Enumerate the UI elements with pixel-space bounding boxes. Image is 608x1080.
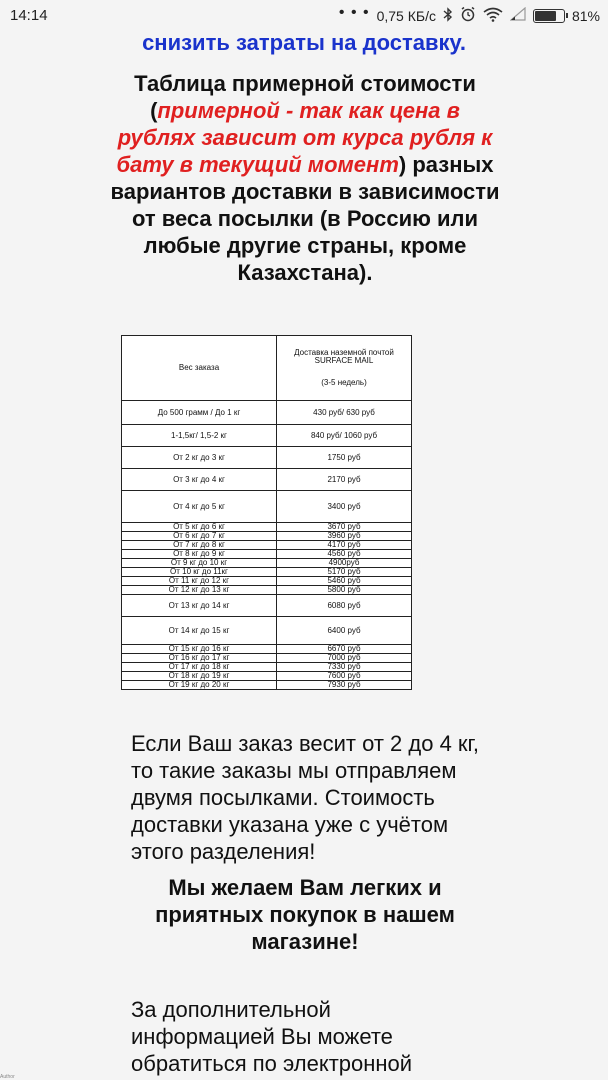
battery-percent: 81%: [571, 7, 600, 24]
weight-cell: От 3 кг до 4 кг: [122, 469, 277, 491]
price-cell: 4900руб: [277, 559, 412, 568]
table-row: [122, 550, 412, 559]
header-surface-mail: SURFACE MAIL: [314, 356, 374, 365]
price-cell: 7600 руб: [277, 672, 412, 681]
signal-icon: [510, 7, 526, 24]
price-cell: 4170 руб: [277, 541, 412, 550]
header-delivery: [277, 336, 412, 401]
bluetooth-icon: [443, 7, 453, 25]
table-row: [122, 559, 412, 568]
shipping-cost-link[interactable]: снизить затраты на доставку.: [142, 30, 466, 55]
weight-cell: От 7 кг до 8 кг: [122, 541, 277, 550]
table-row: [122, 654, 412, 663]
table-row: [122, 523, 412, 532]
table-row: [122, 672, 412, 681]
table-row: [122, 447, 412, 469]
weight-cell: От 10 кг до 11кг: [122, 568, 277, 577]
two-parcels-note: Если Ваш заказ весит от 2 до 4 кг, то такие заказы мы отправляем двумя посылками. Стоимость доставки указана уже с учётом этого разделения!: [131, 731, 480, 864]
weight-cell: От 8 кг до 9 кг: [122, 550, 277, 559]
weight-cell: 1-1,5кг/ 1,5-2 кг: [122, 425, 277, 447]
weight-cell: От 6 кг до 7 кг: [122, 532, 277, 541]
table-row: [122, 425, 412, 447]
price-cell: 430 руб/ 630 руб: [277, 401, 412, 425]
table-row: [122, 541, 412, 550]
price-cell: 6400 руб: [277, 617, 412, 645]
header-duration: (3-5 недель): [321, 378, 367, 387]
price-cell: 2170 руб: [277, 469, 412, 491]
price-cell: 3400 руб: [277, 491, 412, 523]
price-cell: 3960 руб: [277, 532, 412, 541]
price-cell: 7330 руб: [277, 663, 412, 672]
heading-part1: Таблица примерной стоимости (: [134, 71, 476, 123]
weight-cell: От 11 кг до 12 кг: [122, 577, 277, 586]
table-row: [122, 469, 412, 491]
price-cell: 7930 руб: [277, 681, 412, 690]
table-row: [122, 568, 412, 577]
weight-cell: До 500 грамм / До 1 кг: [122, 401, 277, 425]
table-header-row: [122, 336, 412, 401]
price-cell: 6670 руб: [277, 645, 412, 654]
weight-cell: От 16 кг до 17 кг: [122, 654, 277, 663]
wifi-icon: [483, 7, 503, 25]
price-cell: 5460 руб: [277, 577, 412, 586]
weight-cell: От 12 кг до 13 кг: [122, 586, 277, 595]
alarm-clock-icon: [460, 6, 476, 25]
weight-cell: От 13 кг до 14 кг: [122, 595, 277, 617]
status-bar: [0, 0, 608, 32]
price-cell: 840 руб/ 1060 руб: [277, 425, 412, 447]
table-row: [122, 663, 412, 672]
weight-cell: От 9 кг до 10 кг: [122, 559, 277, 568]
heading-part2: ) разных вариантов доставки в зависимости от веса посылки (в Россию или любые другие страны, кроме Казахстана).: [110, 152, 500, 285]
price-cell: 5800 руб: [277, 586, 412, 595]
table-row: [122, 617, 412, 645]
price-cell: 4560 руб: [277, 550, 412, 559]
status-time: 14:14: [10, 7, 48, 24]
shipping-cost-table: [121, 335, 412, 690]
notification-dots-icon: • • •: [338, 3, 370, 21]
contact-info-text: За дополнительной информацией Вы можете обратиться по электронной: [131, 997, 413, 1076]
price-cell: 7000 руб: [277, 654, 412, 663]
weight-cell: От 2 кг до 3 кг: [122, 447, 277, 469]
battery-icon: [533, 9, 565, 23]
price-cell: 3670 руб: [277, 523, 412, 532]
price-cell: 5170 руб: [277, 568, 412, 577]
price-cell: 6080 руб: [277, 595, 412, 617]
weight-cell: От 5 кг до 6 кг: [122, 523, 277, 532]
weight-cell: От 4 кг до 5 кг: [122, 491, 277, 523]
network-speed: 0,75 КБ/с: [376, 7, 436, 24]
weight-cell: От 18 кг до 19 кг: [122, 672, 277, 681]
header-weight: Вес заказа: [122, 336, 277, 401]
table-row: [122, 681, 412, 690]
heading-red-note: примерной - так как цена в рублях зависит от курса рубля к бату в текущий момент: [116, 98, 493, 177]
table-row: [122, 401, 412, 425]
table-row: [122, 532, 412, 541]
table-row: [122, 645, 412, 654]
weight-cell: От 15 кг до 16 кг: [122, 645, 277, 654]
header-delivery-title: Доставка наземной почтой: [294, 348, 394, 357]
footer-label: Author: [0, 1074, 15, 1080]
status-icons: [338, 3, 600, 25]
weight-cell: От 14 кг до 15 кг: [122, 617, 277, 645]
table-row: [122, 586, 412, 595]
table-row: [122, 577, 412, 586]
weight-cell: От 19 кг до 20 кг: [122, 681, 277, 690]
wish-text: Мы желаем Вам легких и приятных покупок в нашем магазине!: [155, 875, 455, 954]
price-cell: 1750 руб: [277, 447, 412, 469]
table-row: [122, 491, 412, 523]
weight-cell: От 17 кг до 18 кг: [122, 663, 277, 672]
table-row: [122, 595, 412, 617]
table-heading: [110, 70, 500, 286]
